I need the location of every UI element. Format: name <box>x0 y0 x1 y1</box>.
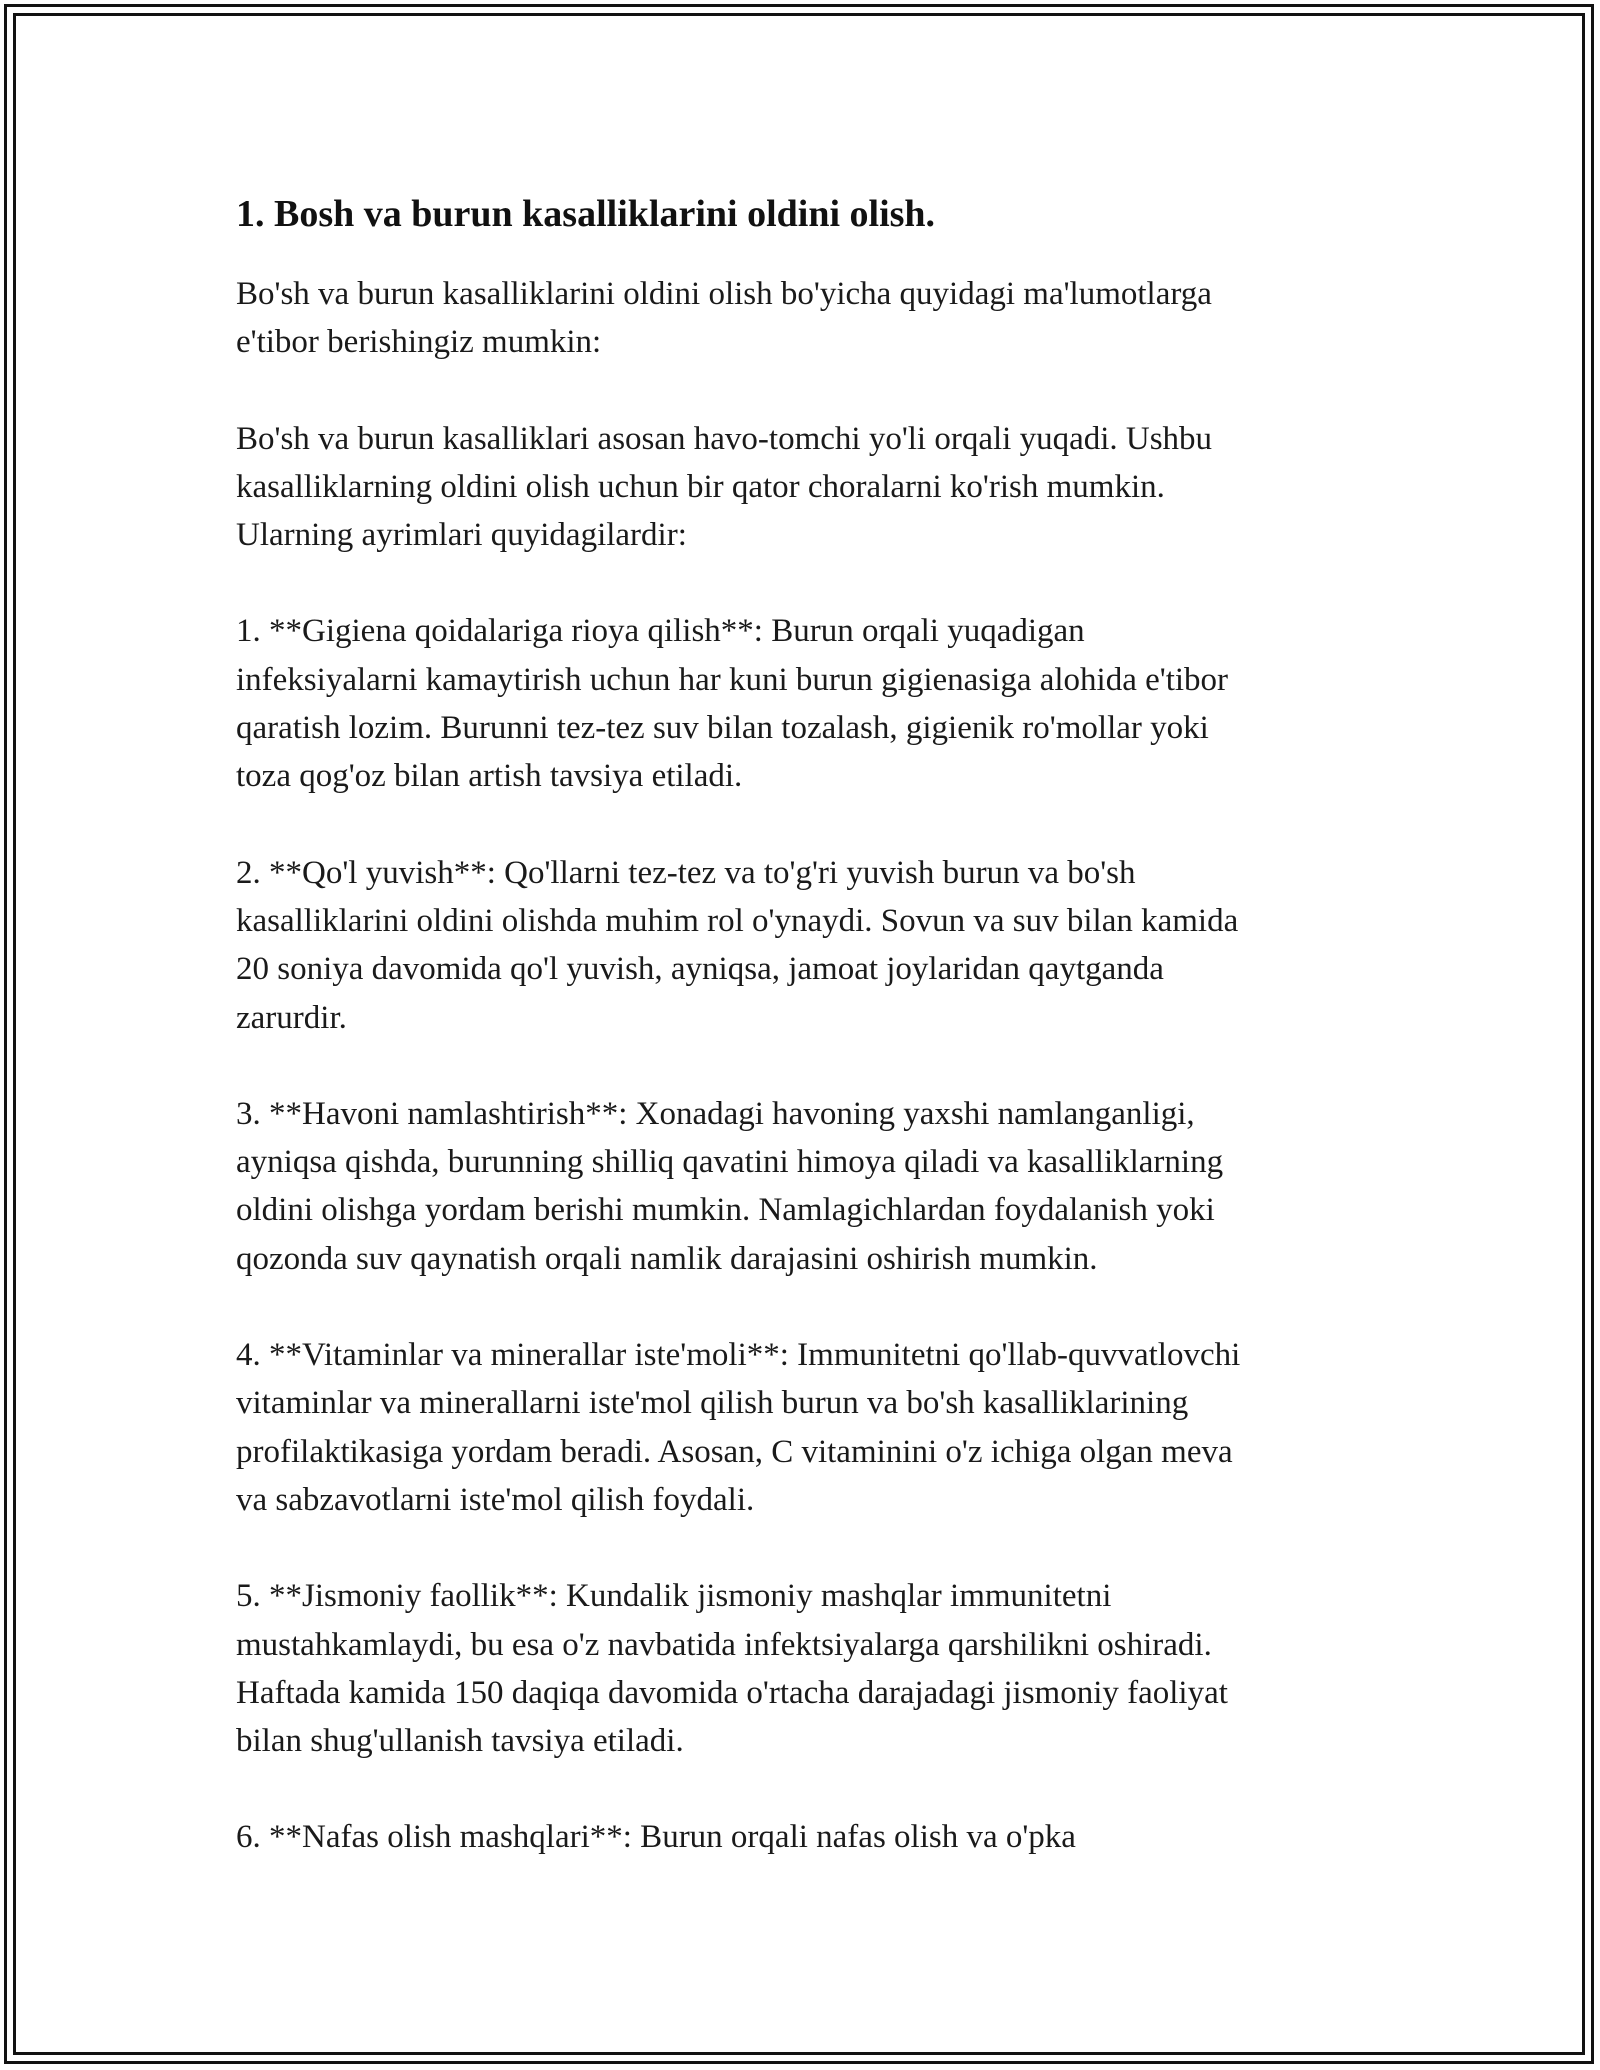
text-line: profilaktikasiga yordam beradi. Asosan, C vitaminini o'z ichiga olgan meva <box>236 1433 1233 1470</box>
text-line: toza qog'oz bilan artish tavsiya etiladi. <box>236 758 743 795</box>
text-line: qozonda suv qaynatish orqali namlik darajasini oshirish mumkin. <box>236 1240 1098 1277</box>
document-body <box>236 190 1376 1862</box>
text-line: ayniqsa qishda, burunning shilliq qavatini himoya qiladi va kasalliklarning <box>236 1144 1224 1181</box>
list-item-exercise <box>236 1572 1376 1765</box>
text-line: Bo'sh va burun kasalliklari asosan havo-tomchi yo'li orqali yuqadi. Ushbu <box>236 420 1213 457</box>
text-line: mustahkamlaydi, bu esa o'z navbatida infektsiyalarga qarshilikni oshiradi. <box>236 1626 1212 1663</box>
list-item-breathing <box>236 1813 1376 1861</box>
text-line: bilan shug'ullanish tavsiya etiladi. <box>236 1723 684 1760</box>
text-line: qaratish lozim. Burunni tez-tez suv bilan tozalash, gigienik ro'mollar yoki <box>236 710 1209 747</box>
text-line: 1. **Gigiena qoidalariga rioya qilish**: Burun orqali yuqadigan <box>236 613 1085 650</box>
paragraph-overview <box>236 415 1376 560</box>
text-line: Bo'sh va burun kasalliklarini oldini olish bo'yicha quyidagi ma'lumotlarga <box>236 276 1212 312</box>
text-line: 2. **Qo'l yuvish**: Qo'llarni tez-tez va to'g'ri yuvish burun va bo'sh <box>236 854 1136 891</box>
text-line: zarurdir. <box>236 999 347 1036</box>
document-heading: 1. Bosh va burun kasalliklarini oldini olish. <box>236 193 936 235</box>
text-line: 20 soniya davomida qo'l yuvish, ayniqsa, jamoat joylaridan qaytganda <box>236 951 1164 988</box>
text-line: va sabzavotlarni iste'mol qilish foydali. <box>236 1481 755 1518</box>
text-line: vitaminlar va minerallarni iste'mol qilish burun va bo'sh kasalliklarining <box>236 1385 1189 1422</box>
list-item-hygiene <box>236 607 1376 800</box>
text-line: infeksiyalarni kamaytirish uchun har kuni burun gigienasiga alohida e'tibor <box>236 661 1229 698</box>
text-line: Haftada kamida 150 daqiqa davomida o'rtacha darajadagi jismoniy faoliyat <box>236 1674 1228 1711</box>
text-line: 3. **Havoni namlashtirish**: Xonadagi havoning yaxshi namlanganligi, <box>236 1095 1195 1132</box>
list-item-handwashing <box>236 849 1376 1042</box>
text-line: kasalliklarini oldini olishda muhim rol o'ynaydi. Sovun va suv bilan kamida <box>236 902 1239 939</box>
paragraph-intro <box>236 270 1376 367</box>
text-line: e'tibor berishingiz mumkin: <box>236 324 602 361</box>
text-line: oldini olishga yordam berishi mumkin. Namlagichlardan foydalanish yoki <box>236 1192 1215 1229</box>
text-line: 6. **Nafas olish mashqlari**: Burun orqali nafas olish va o'pka <box>236 1819 1076 1856</box>
text-line: 4. **Vitaminlar va minerallar iste'moli**: Immunitetni qo'llab-quvvatlovchi <box>236 1337 1241 1374</box>
text-line: 5. **Jismoniy faollik**: Kundalik jismoniy mashqlar immunitetni <box>236 1578 1112 1615</box>
list-item-vitamins <box>236 1331 1376 1524</box>
text-line: Ularning ayrimlari quyidagilardir: <box>236 517 687 554</box>
list-item-humidify <box>236 1090 1376 1283</box>
text-line: kasalliklarning oldini olish uchun bir qator choralarni ko'rish mumkin. <box>236 468 1165 505</box>
